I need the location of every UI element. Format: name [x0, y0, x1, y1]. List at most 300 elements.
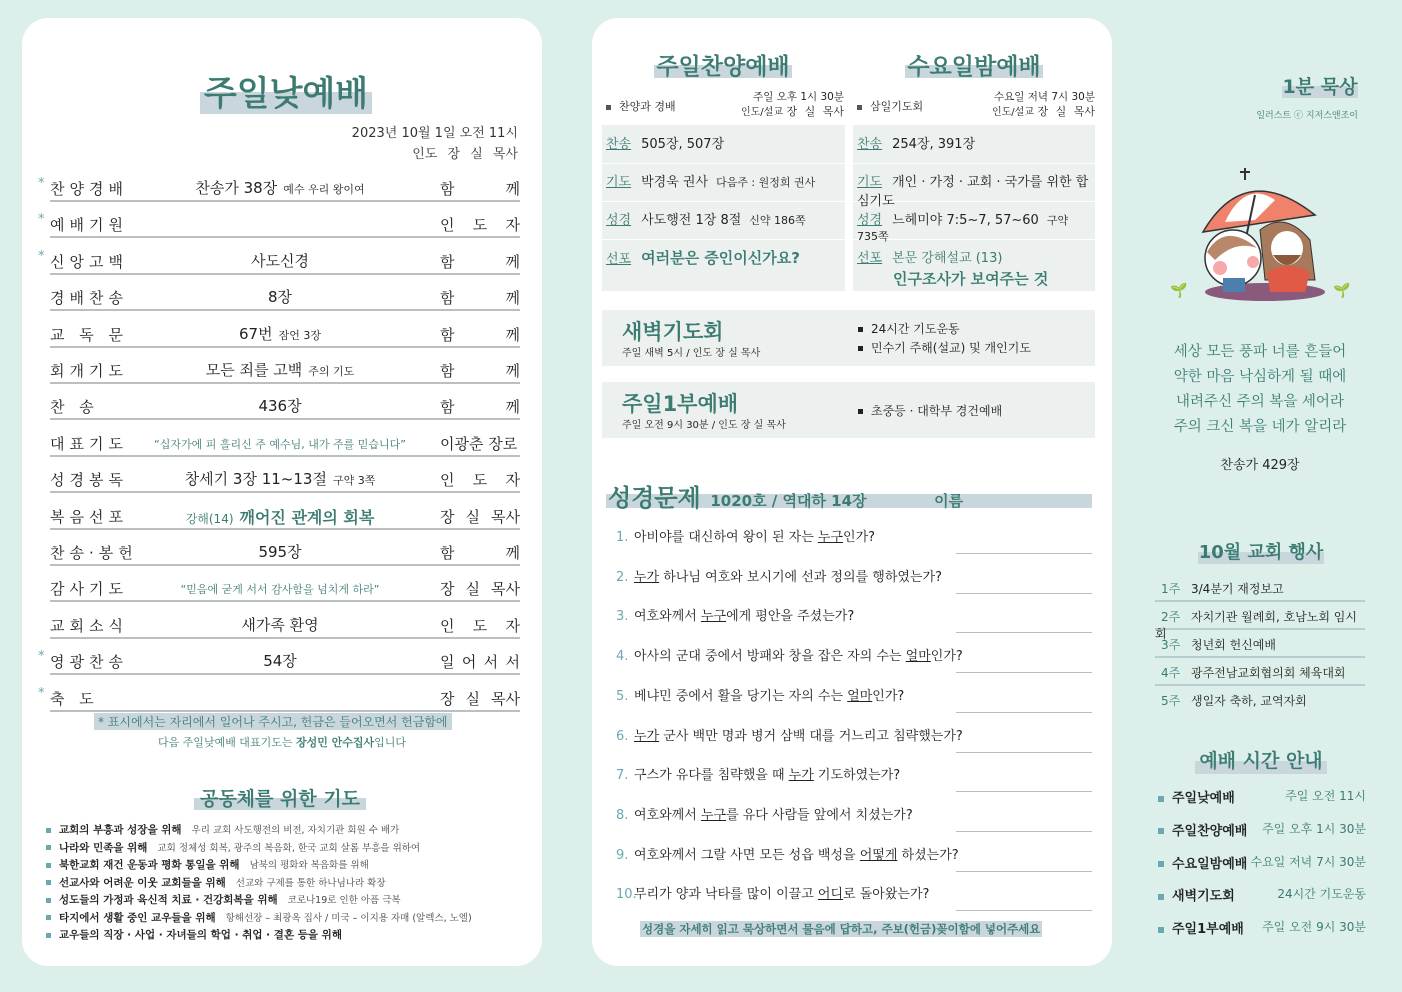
detail-key: 선포	[857, 251, 883, 266]
dawn-prayer-subtitle: 주일 새벽 5시 / 인도 장 실 목사	[622, 348, 761, 359]
service-item-label: 감사기도	[50, 580, 128, 599]
service-detail-row	[853, 163, 1095, 209]
sermon-series: 강해(14)	[185, 511, 234, 526]
leader-text: 도	[472, 216, 488, 235]
service-item-label: 성경봉독	[50, 471, 128, 490]
quiz-question	[616, 526, 1096, 552]
prayer-topic: 교우들의 직장 · 사업 · 자녀들의 학업 · 취업 · 결혼 등을 위해	[59, 929, 342, 941]
service-item-main: 창세기 3장 11~13절	[184, 470, 327, 489]
poem-line: 주의 크신 복을 네가 알리라	[1173, 419, 1347, 435]
question-number: 1.	[616, 530, 629, 545]
detail-value: 여러분은 증인이신가요?	[641, 249, 800, 267]
service-item-main: 67번	[239, 324, 273, 343]
leader-text: 목사	[491, 580, 520, 599]
leader-text: 장	[440, 689, 455, 708]
leader-text: 함	[440, 180, 455, 198]
service-item-main: “십자가에 피 흘리신 주 예수님, 내가 주를 믿습니다”	[154, 437, 406, 451]
illustration-credit: 일러스트 ⓒ 지저스앤조이	[1256, 111, 1358, 121]
worship-time-item	[1158, 885, 1366, 904]
sunday-title: 주일낮예배	[200, 66, 372, 114]
leader-text: 자	[505, 471, 520, 490]
standing-star-icon: *	[38, 176, 45, 191]
first-service-box	[602, 382, 1095, 438]
worship-time-item	[1158, 853, 1366, 872]
worship-times-title: 예배 시간 안내	[1195, 746, 1327, 774]
service-item-leader	[440, 178, 520, 199]
service-subtitle: 찬양과 경배	[606, 98, 676, 114]
service-item-content	[150, 250, 410, 271]
service-item-main: 436장	[258, 397, 302, 416]
answer-field[interactable]	[956, 659, 1092, 673]
quiz-question	[616, 844, 1096, 870]
service-item-leader	[440, 578, 520, 599]
service-item-content	[150, 505, 410, 528]
service-row	[50, 322, 520, 348]
question-number: 5.	[616, 688, 629, 704]
question-text: 하나님 여호와 보시기에 선과 정의를 행하였는가?	[659, 569, 942, 585]
leader-text: 실	[465, 507, 480, 526]
event-item	[1155, 630, 1365, 658]
detail-note: 신약 186쪽	[749, 214, 806, 227]
worship-time: 주일 오전 9시 30분	[1262, 920, 1366, 935]
question-number: 3.	[616, 609, 629, 625]
service-item-leader	[440, 615, 520, 636]
service-row	[38, 685, 520, 712]
service-item-label: 복음선포	[50, 507, 128, 526]
service-row	[50, 504, 520, 530]
prayer-detail: 선교와 구제를 통한 하나님나라 확장	[235, 877, 386, 889]
bullet-icon	[1158, 828, 1164, 834]
event-text: 광주전남교회협의회 체육대회	[1191, 666, 1346, 680]
leader-text: 서	[483, 653, 499, 672]
answer-field[interactable]	[956, 897, 1092, 911]
bullet-icon	[46, 845, 51, 850]
prayer-detail: 남북의 평화와 복음화를 위해	[249, 860, 369, 871]
leader-text: 함	[440, 325, 455, 344]
prayer-topic: 교회의 부흥과 성장을 위해	[59, 824, 182, 836]
first-service-item: 초중등 · 대학부 경건예배	[858, 402, 1002, 419]
service-row	[50, 540, 520, 566]
answer-field[interactable]	[956, 739, 1092, 753]
answer-field[interactable]	[956, 778, 1092, 792]
question-text: 인가?	[843, 530, 876, 545]
service-preacher: 인도/설교 장 실 목사	[740, 105, 844, 118]
bullet-icon	[46, 880, 51, 885]
service-row	[50, 576, 520, 602]
prayer-topic: 선교사와 어려운 이웃 교회들을 위해	[59, 876, 226, 889]
service-item-main: “믿음에 굳게 서서 감사함을 넘치게 하라”	[180, 583, 380, 597]
leader-text: 인	[440, 616, 455, 635]
leader-text: 일	[440, 653, 455, 672]
wednesday-service-box	[853, 125, 1095, 292]
leader-text: 어	[461, 653, 477, 672]
service-item-label: 찬양경배	[50, 180, 128, 198]
leader-text: 도	[472, 471, 488, 490]
prayer-item	[46, 857, 472, 875]
service-item-content	[150, 614, 410, 635]
service-datetime: 2023년 10월 1일 오전 11시	[351, 126, 518, 141]
service-item-leader	[440, 251, 520, 272]
service-leader: 인도 장 실 목사	[412, 147, 518, 162]
event-item	[1155, 658, 1365, 686]
service-detail-row	[602, 163, 845, 202]
worship-name: 수요일밤예배	[1172, 856, 1248, 872]
service-item-label: 찬송·봉헌	[50, 544, 138, 562]
wednesday-service-title: 수요일밤예배	[905, 48, 1043, 78]
question-text: 기도하였는가?	[813, 768, 901, 784]
detail-value: 505장, 507장	[641, 137, 725, 152]
worship-time: 주일 오후 1시 30분	[1262, 821, 1366, 836]
service-item-main: 깨어진 관계의 회복	[239, 507, 375, 527]
service-item-note: 주의 기도	[308, 365, 355, 378]
service-row	[50, 431, 520, 457]
prayer-detail: 항해선장 – 최광옥 집사 / 미국 – 이지용 자매 (알렉스, 노엘)	[225, 912, 472, 924]
dawn-item: 민수기 주해(설교) 및 개인기도	[858, 339, 1031, 358]
leader-text: 께	[505, 544, 520, 562]
leader-text: 께	[505, 398, 520, 417]
worship-time: 수요일 저녁 7시 30분	[1250, 854, 1366, 869]
service-subtitle: 삼일기도회	[857, 98, 923, 114]
leader-text: 함	[440, 252, 455, 271]
quiz-question	[616, 883, 1096, 909]
service-detail-row	[853, 125, 1095, 164]
sermon-title: 인구조사가 보여주는 것	[893, 270, 1049, 288]
leader-text: 인	[440, 216, 455, 235]
answer-field[interactable]	[956, 699, 1092, 713]
service-row	[38, 212, 520, 238]
detail-key: 찬송	[606, 137, 632, 152]
quiz-header	[608, 478, 963, 513]
service-item-main: 54장	[263, 652, 297, 671]
detail-key: 성경	[857, 213, 883, 228]
worship-time-item	[1158, 918, 1366, 937]
service-detail-row	[853, 239, 1095, 292]
event-week: 3주	[1161, 638, 1181, 652]
dawn-prayer-items	[858, 320, 1031, 358]
leader-text: 함	[440, 362, 455, 380]
service-item-label: 경배찬송	[50, 289, 128, 308]
answer-field[interactable]	[956, 619, 1092, 633]
service-row	[50, 613, 520, 639]
leader-text: 인	[440, 471, 455, 490]
answer-field[interactable]	[956, 580, 1092, 594]
question-text: 여호와께서	[634, 609, 701, 625]
service-row	[38, 649, 520, 675]
service-item-content	[150, 359, 410, 380]
prayer-detail: 우리 교회 사도행전의 비전, 자치기관 회원 수 배가	[191, 825, 400, 836]
sunday-service-panel	[22, 18, 542, 966]
service-item-content	[150, 541, 410, 562]
worship-time-item	[1158, 820, 1366, 839]
service-item-leader	[440, 324, 520, 345]
prayer-topic: 타지에서 생활 중인 교우들을 위해	[59, 911, 216, 924]
next-prayer-pre: 다음 주일낮예배 대표기도는	[157, 736, 296, 749]
question-keyword: 누가	[634, 728, 660, 744]
worship-time: 24시간 기도운동	[1277, 887, 1366, 902]
praise-service-box	[602, 125, 845, 292]
question-number: 6.	[616, 728, 629, 744]
question-text: 인가?	[872, 688, 905, 704]
service-item-leader	[440, 469, 520, 490]
service-detail-row	[602, 125, 845, 164]
meditation-poem	[1150, 340, 1370, 440]
standing-star-icon: *	[38, 649, 45, 665]
events-title: 10월 교회 행사	[1198, 542, 1324, 563]
event-item	[1155, 602, 1365, 641]
detail-value: 본문 강해설교 (13)	[892, 251, 1003, 266]
svg-text:🌱: 🌱	[1333, 283, 1351, 299]
leader-text: 목사	[491, 689, 520, 708]
question-keyword: 어떻게	[859, 847, 898, 863]
meditation-title: 1분 묵상	[1282, 76, 1358, 98]
leader-text: 장	[440, 580, 455, 599]
service-item-label: 신앙고백	[50, 252, 128, 271]
poem-line: 약한 마음 낙심하게 될 때에	[1173, 369, 1347, 385]
service-item-leader	[440, 360, 520, 381]
service-item-main: 8장	[267, 288, 293, 307]
jesus-umbrella-illustration	[1165, 160, 1365, 310]
event-week: 1주	[1161, 582, 1181, 596]
quiz-name-label: 이름	[934, 492, 964, 510]
meditation-hymn: 찬송가 429장	[1220, 458, 1300, 473]
service-item-label: 영광찬송	[50, 653, 128, 672]
leader-text: 목사	[491, 507, 520, 526]
svg-text:🌱: 🌱	[1170, 283, 1188, 299]
quiz-issue: 1020호 / 역대하 14장	[710, 492, 867, 510]
question-number: 9.	[616, 847, 629, 863]
detail-value: 사도행전 1장 8절	[641, 213, 742, 228]
question-text: 구스가 유다를 침략했을 때	[634, 768, 789, 784]
quiz-question	[616, 685, 1096, 711]
detail-key: 기도	[606, 175, 632, 190]
question-text: 를 유다 사람들 앞에서 치셨는가?	[726, 807, 913, 823]
service-detail-row	[602, 201, 845, 240]
question-number: 7.	[616, 768, 629, 784]
question-keyword: 어디	[817, 887, 844, 903]
quiz-question	[616, 645, 1096, 671]
leader-text: 께	[505, 289, 520, 308]
question-keyword: 누구	[700, 609, 727, 625]
detail-key: 기도	[857, 175, 883, 190]
answer-field[interactable]	[956, 858, 1092, 872]
standing-star-icon: *	[38, 685, 45, 701]
quiz-question	[616, 725, 1096, 751]
quiz-question	[616, 764, 1096, 790]
service-item-leader	[440, 214, 520, 235]
detail-key: 찬송	[857, 137, 883, 152]
prayer-item	[46, 875, 472, 893]
prayer-topic: 나라와 민족을 위해	[59, 841, 148, 854]
leader-text: 자	[505, 216, 520, 235]
quiz-footer: 성경을 자세히 읽고 묵상하면서 물음에 답하고, 주보(헌금)꽂이함에 넣어주세요	[642, 922, 1041, 936]
service-row	[50, 358, 520, 384]
prayer-item	[46, 840, 472, 858]
community-prayer-title: 공동체를 위한 기도	[194, 784, 366, 810]
question-keyword: 얼마	[905, 649, 931, 665]
event-week: 2주	[1161, 610, 1181, 624]
weekly-services-panel	[592, 18, 1112, 966]
detail-note: 다음주 : 원정희 권사	[716, 176, 816, 189]
question-keyword: 누구	[700, 807, 727, 823]
service-row	[50, 467, 520, 493]
question-text: 인가?	[930, 649, 963, 665]
service-item-leader	[440, 433, 520, 454]
first-service-subtitle: 주일 오전 9시 30분 / 인도 장 실 목사	[622, 420, 786, 431]
service-row	[50, 285, 520, 311]
question-text: 로 돌아왔는가?	[843, 887, 930, 903]
prayer-detail: 코로나19로 인한 아픔 극복	[287, 895, 401, 906]
question-number: 10.	[616, 887, 637, 903]
service-item-leader	[440, 688, 520, 709]
community-prayer-list	[46, 822, 472, 945]
question-text: 에게 평안을 주셨는가?	[726, 609, 855, 625]
service-item-leader	[440, 396, 520, 417]
worship-name: 주일1부예배	[1172, 922, 1244, 938]
quiz-question	[616, 605, 1096, 631]
praise-service-title: 주일찬양예배	[654, 48, 792, 78]
prayer-detail: 교회 정체성 회복, 광주의 복음화, 한국 교회 살롬 부흥을 위하여	[157, 842, 421, 854]
detail-value: 개인 · 가정 · 교회 · 국가를 위한 합심기도	[857, 175, 1089, 209]
leader-text: 함	[440, 398, 455, 417]
bullet-icon	[46, 933, 51, 938]
prayer-item	[46, 892, 472, 910]
next-prayer-name: 장성민 안수집사	[295, 736, 375, 749]
leader-text: 장	[440, 507, 455, 526]
dawn-item: 24시간 기도운동	[858, 320, 1031, 339]
prayer-item	[46, 927, 472, 945]
bullet-icon	[46, 915, 51, 920]
worship-name: 주일낮예배	[1172, 791, 1235, 806]
event-text: 청년회 헌신예배	[1191, 638, 1276, 652]
dawn-prayer-box	[602, 310, 1095, 366]
prayer-topic: 성도들의 가정과 육신적 치료 · 건강회복을 위해	[59, 894, 278, 906]
service-item-content	[150, 581, 410, 597]
service-item-main: 찬송가 38장	[195, 179, 278, 197]
service-item-content	[150, 468, 410, 489]
poem-line: 내려주신 주의 복을 세어라	[1176, 394, 1344, 410]
question-text: 하셨는가?	[897, 847, 959, 863]
leader-text: 께	[505, 362, 520, 380]
quiz-question	[616, 566, 1096, 592]
service-item-leader	[440, 542, 520, 563]
service-item-leader	[440, 287, 520, 308]
answer-field[interactable]	[956, 818, 1092, 832]
leader-text: 자	[505, 616, 520, 635]
standing-star-icon: *	[38, 212, 45, 228]
event-week: 5주	[1161, 694, 1181, 708]
question-number: 2.	[616, 569, 629, 585]
prayer-item	[46, 822, 472, 840]
detail-note: 구약 735쪽	[857, 214, 1069, 243]
service-row	[50, 394, 520, 420]
prayer-item	[46, 910, 472, 928]
leader-text: 서	[505, 653, 520, 672]
service-item-content	[150, 177, 410, 198]
bullet-icon	[46, 863, 51, 868]
prayer-topic: 북한교회 재건 운동과 평화 통일을 위해	[59, 859, 240, 871]
leader-text: 께	[505, 325, 520, 344]
event-text: 3/4분기 재정보고	[1191, 582, 1284, 596]
question-number: 4.	[616, 649, 629, 665]
service-time: 수요일 저녁 7시 30분	[993, 91, 1095, 103]
worship-time: 주일 오전 11시	[1285, 789, 1366, 803]
service-item-note: 잠언 3장	[278, 328, 321, 342]
service-item-main: 595장	[258, 543, 302, 561]
quiz-title: 성경문제	[608, 484, 701, 512]
service-time: 주일 오후 1시 30분	[753, 91, 844, 103]
service-item-label: 찬 송	[50, 398, 99, 417]
next-prayer-post: 입니다	[374, 736, 407, 749]
service-item-label: 축 도	[50, 689, 99, 708]
leader-text: 이광춘 장로	[440, 434, 518, 453]
service-item-leader	[440, 651, 520, 672]
worship-name: 새벽기도회	[1172, 889, 1235, 905]
service-item-content	[150, 323, 410, 344]
detail-value: 254장, 391장	[892, 137, 976, 152]
bullet-icon	[1158, 796, 1164, 802]
event-week: 4주	[1161, 666, 1181, 680]
service-preacher: 인도/설교 장 실 목사	[991, 105, 1095, 118]
service-item-content	[150, 436, 410, 452]
leader-text: 실	[465, 580, 480, 599]
worship-time-item	[1158, 787, 1366, 806]
service-item-main: 사도신경	[251, 251, 309, 270]
service-item-content	[150, 286, 410, 307]
bullet-icon	[46, 898, 51, 903]
detail-key: 선포	[606, 252, 632, 267]
question-text: 여호와께서	[634, 807, 701, 823]
worship-name: 주일찬양예배	[1172, 823, 1248, 839]
leader-text: 께	[505, 252, 520, 271]
service-item-note: 예수 우리 왕이여	[283, 183, 365, 196]
question-number: 8.	[616, 807, 629, 823]
detail-value: 박경욱 권사	[641, 175, 709, 190]
service-item-note: 구약 3쪽	[332, 474, 376, 488]
service-item-content	[150, 395, 410, 416]
poem-line: 세상 모든 풍파 너를 흔들어	[1173, 344, 1347, 360]
question-text: 군사 백만 명과 병거 삼백 대를 거느리고 침략했는가?	[659, 728, 963, 744]
question-text: 아비야를 대신하여 왕이 된 자는	[634, 530, 818, 545]
first-service-title: 주일1부예배	[622, 392, 739, 416]
detail-value: 느헤미야 7:5~7, 57~60	[892, 213, 1039, 228]
standing-star-icon: *	[38, 248, 45, 264]
leader-text: 함	[440, 544, 455, 562]
event-item	[1155, 574, 1365, 602]
bullet-icon	[46, 828, 51, 833]
service-item-label: 대표기도	[50, 434, 128, 453]
service-item-label: 교회소식	[50, 616, 128, 635]
service-item-label: 회개기도	[50, 362, 128, 380]
bullet-icon	[1158, 927, 1164, 933]
question-keyword: 누구	[817, 530, 844, 545]
question-keyword: 얼마	[847, 688, 873, 704]
answer-field[interactable]	[956, 540, 1092, 554]
service-item-content	[150, 650, 410, 671]
leader-text: 실	[465, 689, 480, 708]
service-detail-row	[602, 239, 845, 292]
detail-key: 성경	[606, 213, 632, 228]
next-prayer-note	[22, 734, 542, 750]
service-item-label: 교 독 문	[50, 325, 129, 344]
event-item	[1155, 686, 1365, 714]
standing-note: * 표시에서는 자리에서 일어나 주시고, 헌금은 들어오면서 헌금함에	[94, 713, 452, 730]
service-row	[38, 248, 520, 275]
leader-text: 께	[505, 180, 520, 198]
question-text: 여호와께서 그랄 사면 모든 성읍 백성을	[634, 847, 860, 863]
service-row	[38, 176, 520, 202]
leader-text: 함	[440, 289, 455, 308]
leader-text: 도	[472, 616, 488, 635]
